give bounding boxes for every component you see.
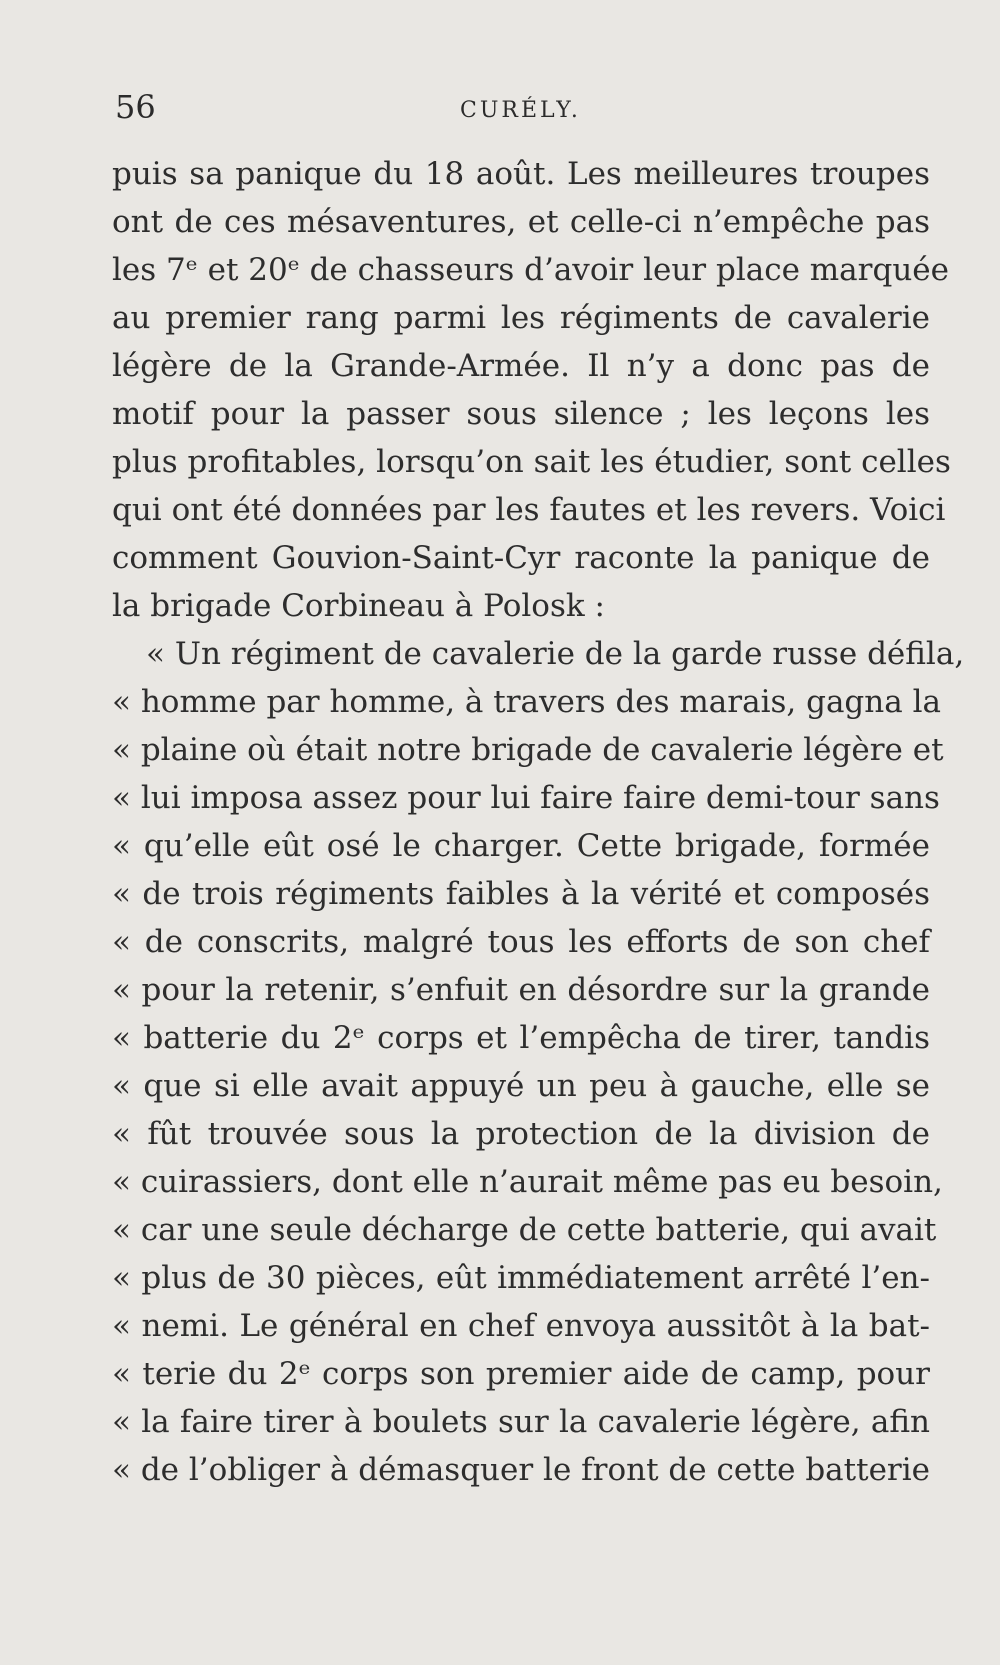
quote-line: « batterie du 2ᵉ corps et l’empêcha de tirer, tandis bbox=[112, 1020, 930, 1056]
page-number: 56 bbox=[115, 88, 156, 126]
quote-line: « de conscrits, malgré tous les efforts de son chef bbox=[112, 924, 930, 960]
quote-line: « terie du 2ᵉ corps son premier aide de camp, pour bbox=[112, 1356, 930, 1392]
quote-line: « plus de 30 pièces, eût immédiatement arrêté l’en- bbox=[112, 1260, 930, 1296]
quote-line: « de l’obliger à démasquer le front de cette batterie bbox=[112, 1452, 930, 1488]
quote-line: « pour la retenir, s’enfuit en désordre sur la grande bbox=[112, 972, 930, 1008]
quote-line: « que si elle avait appuyé un peu à gauche, elle se bbox=[112, 1068, 930, 1104]
quote-line: « plaine où était notre brigade de cavalerie légère et bbox=[112, 732, 944, 768]
quote-line: « qu’elle eût osé le charger. Cette brigade, formée bbox=[112, 828, 930, 864]
page-body bbox=[112, 150, 965, 1494]
text-line: les 7ᵉ et 20ᵉ de chasseurs d’avoir leur place marquée bbox=[112, 252, 949, 288]
text-line: légère de la Grande-Armée. Il n’y a donc pas de bbox=[112, 348, 930, 384]
quote-line: « nemi. Le général en chef envoya aussitôt à la bat- bbox=[112, 1308, 930, 1344]
text-line: qui ont été données par les fautes et les revers. Voici bbox=[112, 492, 946, 528]
quote-line: « fût trouvée sous la protection de la division de bbox=[112, 1116, 930, 1152]
quote-line: « car une seule décharge de cette batterie, qui avait bbox=[112, 1212, 937, 1248]
text-line: au premier rang parmi les régiments de cavalerie bbox=[112, 300, 930, 336]
text-line: ont de ces mésaventures, et celle-ci n’empêche pas bbox=[112, 204, 930, 240]
quote-line: « cuirassiers, dont elle n’aurait même pas eu besoin, bbox=[112, 1164, 943, 1200]
quote-line: « Un régiment de cavalerie de la garde russe défila, bbox=[146, 636, 965, 672]
text-line: comment Gouvion-Saint-Cyr raconte la panique de bbox=[112, 540, 930, 576]
text-line: motif pour la passer sous silence ; les leçons les bbox=[112, 396, 930, 432]
quote-line: « homme par homme, à travers des marais, gagna la bbox=[112, 684, 941, 720]
quote-line: « lui imposa assez pour lui faire faire demi-tour sans bbox=[112, 780, 940, 816]
page-header bbox=[115, 88, 935, 138]
quote-line: « la faire tirer à boulets sur la cavalerie légère, afin bbox=[112, 1404, 930, 1440]
text-line: plus profitables, lorsqu’on sait les étudier, sont celles bbox=[112, 444, 951, 480]
text-line: la brigade Corbineau à Polosk : bbox=[112, 588, 605, 624]
quote-line: « de trois régiments faibles à la vérité et composés bbox=[112, 876, 930, 912]
running-title: CURÉLY. bbox=[460, 98, 581, 123]
text-line: puis sa panique du 18 août. Les meilleures troupes bbox=[112, 156, 930, 192]
